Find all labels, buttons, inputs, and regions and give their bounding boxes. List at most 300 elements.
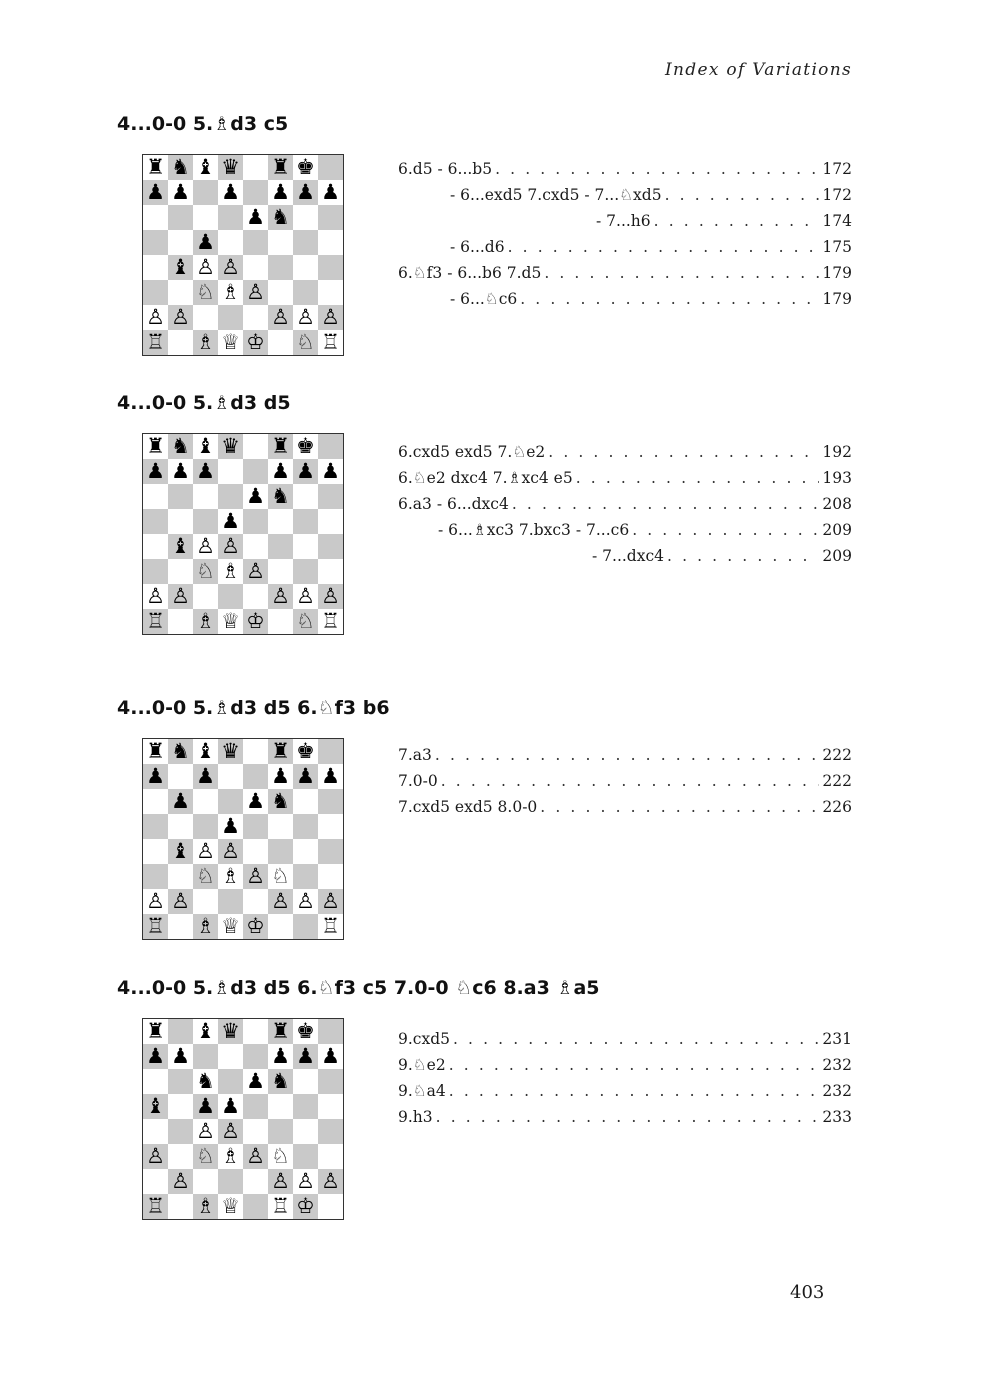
board-square xyxy=(293,1194,318,1219)
board-square xyxy=(318,584,343,609)
board-square xyxy=(293,559,318,584)
variation-text: - 7...dxc4 xyxy=(592,547,665,565)
board-square xyxy=(268,280,293,305)
board-square xyxy=(318,1144,343,1169)
white-pawn-icon: ♙ xyxy=(296,889,315,913)
black-pawn-icon: ♟ xyxy=(321,1044,340,1068)
variation-line xyxy=(398,1082,852,1102)
white-bishop-icon: ♗ xyxy=(196,330,215,354)
black-pawn-icon: ♟ xyxy=(271,459,290,483)
variation-line xyxy=(450,186,852,206)
board-square xyxy=(293,1094,318,1119)
board-square xyxy=(243,280,268,305)
white-pawn-icon: ♙ xyxy=(296,1169,315,1193)
page-ref: 222 xyxy=(822,746,852,764)
black-pawn-icon: ♟ xyxy=(221,1094,240,1118)
page-ref: 174 xyxy=(822,212,852,230)
board-square xyxy=(318,434,343,459)
board-square xyxy=(243,180,268,205)
white-pawn-icon: ♙ xyxy=(221,255,240,279)
black-knight-icon: ♞ xyxy=(171,155,190,179)
variation-line xyxy=(398,772,852,792)
board-square xyxy=(268,1194,293,1219)
board-square xyxy=(193,584,218,609)
board-square xyxy=(318,764,343,789)
variation-text: 6.a3 - 6...dxc4 xyxy=(398,495,509,513)
white-pawn-icon: ♙ xyxy=(271,584,290,608)
board-square xyxy=(143,1144,168,1169)
board-square xyxy=(243,609,268,634)
board-square xyxy=(193,1044,218,1069)
black-bishop-icon: ♝ xyxy=(196,1019,215,1043)
board-square xyxy=(168,534,193,559)
page-ref: 231 xyxy=(822,1030,852,1048)
black-pawn-icon: ♟ xyxy=(171,459,190,483)
board-square xyxy=(268,584,293,609)
board-square xyxy=(243,484,268,509)
white-knight-icon: ♘ xyxy=(296,609,315,633)
board-square xyxy=(168,1094,193,1119)
board-square xyxy=(318,814,343,839)
black-knight-icon: ♞ xyxy=(271,484,290,508)
board-square xyxy=(268,205,293,230)
white-pawn-icon: ♙ xyxy=(246,1144,265,1168)
black-queen-icon: ♛ xyxy=(221,155,240,179)
board-square xyxy=(293,330,318,355)
black-rook-icon: ♜ xyxy=(271,739,290,763)
page-ref: 209 xyxy=(822,521,852,539)
page-ref: 222 xyxy=(822,772,852,790)
board-square xyxy=(218,1094,243,1119)
black-pawn-icon: ♟ xyxy=(321,180,340,204)
board-square xyxy=(318,330,343,355)
board-square xyxy=(243,534,268,559)
leader-dots xyxy=(453,1030,819,1048)
white-rook-icon: ♖ xyxy=(146,330,165,354)
board-square xyxy=(243,205,268,230)
page-ref: 208 xyxy=(822,495,852,513)
white-king-icon: ♔ xyxy=(246,609,265,633)
board-square xyxy=(268,180,293,205)
board-square xyxy=(268,1144,293,1169)
black-queen-icon: ♛ xyxy=(221,1019,240,1043)
board-square xyxy=(218,1169,243,1194)
board-square xyxy=(193,484,218,509)
board-square xyxy=(168,914,193,939)
black-king-icon: ♚ xyxy=(296,1019,315,1043)
variation-text: 7.0-0 xyxy=(398,772,438,790)
board-square xyxy=(293,434,318,459)
board-square xyxy=(193,839,218,864)
page-ref: 233 xyxy=(822,1108,852,1126)
white-knight-icon: ♘ xyxy=(196,1144,215,1168)
board-square xyxy=(143,814,168,839)
page-ref: 175 xyxy=(822,238,852,256)
board-square xyxy=(143,839,168,864)
board-square xyxy=(243,739,268,764)
white-knight-icon: ♘ xyxy=(271,1144,290,1168)
board-square xyxy=(293,889,318,914)
board-square xyxy=(193,609,218,634)
board-square xyxy=(293,764,318,789)
black-pawn-icon: ♟ xyxy=(246,205,265,229)
board-square xyxy=(168,205,193,230)
board-square xyxy=(143,914,168,939)
board-square xyxy=(218,764,243,789)
white-pawn-icon: ♙ xyxy=(171,305,190,329)
board-square xyxy=(218,1194,243,1219)
white-rook-icon: ♖ xyxy=(321,609,340,633)
board-square xyxy=(218,889,243,914)
board-square xyxy=(218,1019,243,1044)
board-square xyxy=(293,914,318,939)
board-square xyxy=(268,914,293,939)
black-pawn-icon: ♟ xyxy=(196,764,215,788)
black-rook-icon: ♜ xyxy=(146,739,165,763)
board-square xyxy=(168,459,193,484)
white-pawn-icon: ♙ xyxy=(146,305,165,329)
board-square xyxy=(293,205,318,230)
board-square xyxy=(318,1069,343,1094)
variation-line xyxy=(398,469,852,489)
board-square xyxy=(143,584,168,609)
variation-text: 6.♘f3 - 6...b6 7.d5 xyxy=(398,264,542,282)
board-square xyxy=(168,1119,193,1144)
black-rook-icon: ♜ xyxy=(271,155,290,179)
board-square xyxy=(143,1094,168,1119)
white-pawn-icon: ♙ xyxy=(171,584,190,608)
board-square xyxy=(143,330,168,355)
board-square xyxy=(268,609,293,634)
board-square xyxy=(218,280,243,305)
board-square xyxy=(168,1044,193,1069)
board-square xyxy=(193,814,218,839)
white-pawn-icon: ♙ xyxy=(296,584,315,608)
board-square xyxy=(143,280,168,305)
board-square xyxy=(218,1119,243,1144)
black-pawn-icon: ♟ xyxy=(196,1094,215,1118)
black-bishop-icon: ♝ xyxy=(171,839,190,863)
board-square xyxy=(268,814,293,839)
white-pawn-icon: ♙ xyxy=(171,1169,190,1193)
board-square xyxy=(293,864,318,889)
white-knight-icon: ♘ xyxy=(196,864,215,888)
board-square xyxy=(193,1194,218,1219)
white-pawn-icon: ♙ xyxy=(246,864,265,888)
black-knight-icon: ♞ xyxy=(171,434,190,458)
board-square xyxy=(268,764,293,789)
board-square xyxy=(193,1019,218,1044)
board-square xyxy=(318,484,343,509)
board-square xyxy=(168,814,193,839)
variation-text: 9.cxd5 xyxy=(398,1030,450,1048)
board-square xyxy=(293,584,318,609)
board-square xyxy=(143,1194,168,1219)
board-square xyxy=(318,1094,343,1119)
page-ref: 209 xyxy=(822,547,852,565)
white-pawn-icon: ♙ xyxy=(246,280,265,304)
black-pawn-icon: ♟ xyxy=(246,1069,265,1093)
chess-diagram xyxy=(142,738,344,940)
board-square xyxy=(193,1094,218,1119)
board-square xyxy=(193,330,218,355)
board-square xyxy=(318,1019,343,1044)
variation-text: - 6...d6 xyxy=(450,238,505,256)
board-square xyxy=(193,914,218,939)
board-square xyxy=(318,609,343,634)
board-square xyxy=(293,484,318,509)
board-square xyxy=(293,739,318,764)
board-square xyxy=(168,584,193,609)
board-square xyxy=(318,459,343,484)
board-square xyxy=(268,789,293,814)
white-knight-icon: ♘ xyxy=(196,280,215,304)
black-pawn-icon: ♟ xyxy=(196,230,215,254)
variation-text: 6.d5 - 6...b5 xyxy=(398,160,493,178)
board-square xyxy=(143,155,168,180)
white-bishop-icon: ♗ xyxy=(221,280,240,304)
variation-line xyxy=(450,238,852,258)
board-square xyxy=(268,1119,293,1144)
board-square xyxy=(318,559,343,584)
board-square xyxy=(143,180,168,205)
variation-line xyxy=(398,1030,852,1050)
board-square xyxy=(168,280,193,305)
board-square xyxy=(293,230,318,255)
board-square xyxy=(193,434,218,459)
board-square xyxy=(268,230,293,255)
board-square xyxy=(268,434,293,459)
variation-text: - 6...exd5 7.cxd5 - 7...♘xd5 xyxy=(450,186,662,204)
board-square xyxy=(143,1044,168,1069)
board-square xyxy=(293,1019,318,1044)
variation-text: 9.♘a4 xyxy=(398,1082,446,1100)
section-title: 4...0-0 5.♗d3 d5 6.♘f3 c5 7.0-0 ♘c6 8.a3 ♗a5 xyxy=(117,977,600,999)
board-square xyxy=(218,534,243,559)
page-ref: 192 xyxy=(822,443,852,461)
board-square xyxy=(143,609,168,634)
board-square xyxy=(193,864,218,889)
variation-text: 7.cxd5 exd5 8.0-0 xyxy=(398,798,538,816)
white-rook-icon: ♖ xyxy=(146,609,165,633)
board-square xyxy=(318,205,343,230)
board-square xyxy=(268,739,293,764)
white-king-icon: ♔ xyxy=(246,330,265,354)
board-square xyxy=(268,1044,293,1069)
board-square xyxy=(193,280,218,305)
leader-dots xyxy=(576,469,820,487)
black-knight-icon: ♞ xyxy=(196,1069,215,1093)
black-pawn-icon: ♟ xyxy=(271,764,290,788)
board-square xyxy=(293,509,318,534)
variation-text: 7.a3 xyxy=(398,746,432,764)
white-rook-icon: ♖ xyxy=(321,330,340,354)
leader-dots xyxy=(520,290,819,308)
board-square xyxy=(193,180,218,205)
black-pawn-icon: ♟ xyxy=(221,180,240,204)
board-square xyxy=(193,230,218,255)
board-square xyxy=(218,205,243,230)
section-title: 4...0-0 5.♗d3 d5 xyxy=(117,392,291,414)
variation-text: - 7...h6 xyxy=(596,212,651,230)
variation-text: 9.♘e2 xyxy=(398,1056,446,1074)
board-square xyxy=(243,1094,268,1119)
board-square xyxy=(193,1069,218,1094)
black-pawn-icon: ♟ xyxy=(171,1044,190,1068)
white-pawn-icon: ♙ xyxy=(196,839,215,863)
board-square xyxy=(193,305,218,330)
board-square xyxy=(143,509,168,534)
white-knight-icon: ♘ xyxy=(296,330,315,354)
board-square xyxy=(168,789,193,814)
board-square xyxy=(318,1119,343,1144)
board-square xyxy=(168,739,193,764)
board-square xyxy=(143,534,168,559)
board-square xyxy=(218,1069,243,1094)
board-square xyxy=(143,1019,168,1044)
variation-text: 9.h3 xyxy=(398,1108,433,1126)
white-queen-icon: ♕ xyxy=(221,1194,240,1218)
board-square xyxy=(193,764,218,789)
board-square xyxy=(243,559,268,584)
board-square xyxy=(168,330,193,355)
white-pawn-icon: ♙ xyxy=(221,1119,240,1143)
black-pawn-icon: ♟ xyxy=(296,459,315,483)
variation-text: - 6...♘c6 xyxy=(450,290,518,308)
board-square xyxy=(268,155,293,180)
black-pawn-icon: ♟ xyxy=(296,1044,315,1068)
variation-line xyxy=(398,160,852,180)
board-square xyxy=(193,889,218,914)
board-square xyxy=(218,255,243,280)
board-square xyxy=(168,1194,193,1219)
black-king-icon: ♚ xyxy=(296,739,315,763)
board-square xyxy=(268,459,293,484)
page-ref: 232 xyxy=(822,1056,852,1074)
board-square xyxy=(243,459,268,484)
white-rook-icon: ♖ xyxy=(146,914,165,938)
leader-dots xyxy=(548,443,819,461)
board-square xyxy=(318,180,343,205)
board-square xyxy=(268,889,293,914)
board-square xyxy=(243,914,268,939)
board-square xyxy=(318,1194,343,1219)
variation-line xyxy=(596,212,852,232)
board-square xyxy=(268,864,293,889)
board-square xyxy=(218,864,243,889)
variation-text: 6.cxd5 exd5 7.♘e2 xyxy=(398,443,546,461)
variation-text: - 6...♗xc3 7.bxc3 - 7...c6 xyxy=(438,521,630,539)
board-square xyxy=(318,280,343,305)
board-square xyxy=(168,864,193,889)
board-square xyxy=(243,1019,268,1044)
board-square xyxy=(293,180,318,205)
page-ref: 179 xyxy=(822,264,852,282)
white-pawn-icon: ♙ xyxy=(321,305,340,329)
board-square xyxy=(143,889,168,914)
board-square xyxy=(143,764,168,789)
black-pawn-icon: ♟ xyxy=(271,180,290,204)
board-square xyxy=(243,1119,268,1144)
white-rook-icon: ♖ xyxy=(321,914,340,938)
board-square xyxy=(218,839,243,864)
page-ref: 226 xyxy=(822,798,852,816)
white-bishop-icon: ♗ xyxy=(196,914,215,938)
white-pawn-icon: ♙ xyxy=(321,584,340,608)
white-bishop-icon: ♗ xyxy=(221,1144,240,1168)
board-square xyxy=(168,889,193,914)
running-head: Index of Variations xyxy=(665,60,852,80)
board-square xyxy=(293,1044,318,1069)
chess-diagram xyxy=(142,1018,344,1220)
black-bishop-icon: ♝ xyxy=(171,534,190,558)
black-rook-icon: ♜ xyxy=(146,1019,165,1043)
page-ref: 172 xyxy=(822,160,852,178)
board-square xyxy=(318,255,343,280)
white-rook-icon: ♖ xyxy=(146,1194,165,1218)
white-pawn-icon: ♙ xyxy=(146,1144,165,1168)
leader-dots xyxy=(495,160,819,178)
board-square xyxy=(293,255,318,280)
black-pawn-icon: ♟ xyxy=(321,764,340,788)
white-pawn-icon: ♙ xyxy=(221,839,240,863)
board-square xyxy=(318,839,343,864)
board-square xyxy=(193,559,218,584)
board-square xyxy=(243,230,268,255)
leader-dots xyxy=(441,772,820,790)
board-square xyxy=(293,280,318,305)
board-square xyxy=(168,1069,193,1094)
black-pawn-icon: ♟ xyxy=(146,764,165,788)
board-square xyxy=(293,1119,318,1144)
board-square xyxy=(193,534,218,559)
variation-line xyxy=(398,746,852,766)
black-pawn-icon: ♟ xyxy=(271,1044,290,1068)
board-square xyxy=(318,914,343,939)
board-square xyxy=(218,814,243,839)
white-pawn-icon: ♙ xyxy=(146,584,165,608)
board-square xyxy=(243,155,268,180)
leader-dots xyxy=(508,238,820,256)
white-king-icon: ♔ xyxy=(296,1194,315,1218)
white-queen-icon: ♕ xyxy=(221,914,240,938)
white-queen-icon: ♕ xyxy=(221,609,240,633)
board-square xyxy=(193,205,218,230)
board-square xyxy=(218,789,243,814)
board-square xyxy=(168,509,193,534)
white-pawn-icon: ♙ xyxy=(171,889,190,913)
board-square xyxy=(143,434,168,459)
white-pawn-icon: ♙ xyxy=(146,889,165,913)
board-square xyxy=(293,1069,318,1094)
board-square xyxy=(243,889,268,914)
white-pawn-icon: ♙ xyxy=(271,305,290,329)
board-square xyxy=(318,864,343,889)
board-square xyxy=(243,1069,268,1094)
black-bishop-icon: ♝ xyxy=(196,739,215,763)
board-square xyxy=(268,305,293,330)
board-square xyxy=(243,789,268,814)
black-knight-icon: ♞ xyxy=(271,205,290,229)
white-bishop-icon: ♗ xyxy=(196,609,215,633)
board-square xyxy=(168,609,193,634)
leader-dots xyxy=(449,1056,820,1074)
board-square xyxy=(243,255,268,280)
board-square xyxy=(168,434,193,459)
board-square xyxy=(243,864,268,889)
board-square xyxy=(193,255,218,280)
board-square xyxy=(293,1169,318,1194)
